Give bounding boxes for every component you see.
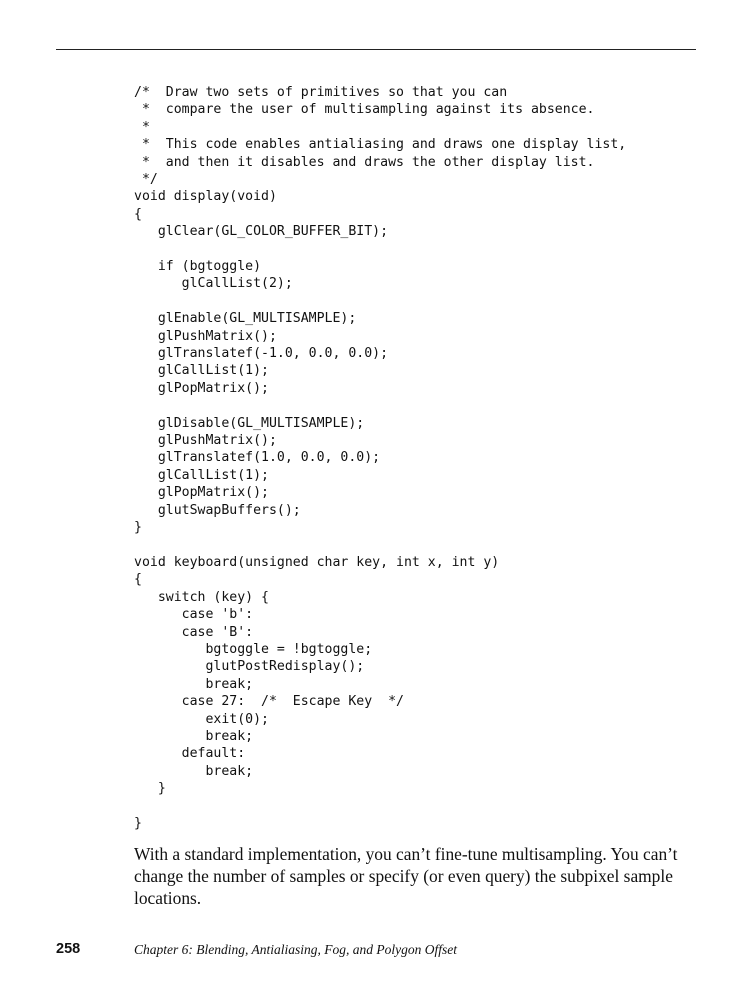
code-line: if (bgtoggle)	[134, 259, 262, 275]
code-line: break;	[134, 763, 254, 779]
code-line: void keyboard(unsigned char key, int x, int y)	[134, 554, 500, 570]
code-line: break;	[134, 676, 254, 692]
code-line: }	[134, 781, 166, 797]
code-line: glCallList(2);	[134, 276, 293, 292]
code-line: exit(0);	[134, 711, 269, 727]
code-line	[134, 397, 714, 414]
code-line: default:	[134, 746, 246, 762]
code-line	[134, 537, 714, 554]
code-line: void display(void)	[134, 189, 277, 205]
code-line: * compare the user of multisampling against its absence.	[134, 102, 595, 118]
code-line	[134, 798, 714, 815]
code-line: *	[134, 119, 150, 135]
code-line: }	[134, 520, 142, 536]
code-line: glutSwapBuffers();	[134, 502, 301, 518]
code-line: glPushMatrix();	[134, 433, 277, 449]
code-line: glTranslatef(-1.0, 0.0, 0.0);	[134, 346, 389, 362]
code-line: * and then it disables and draws the other display list.	[134, 154, 595, 170]
header-rule	[56, 49, 696, 50]
code-line: glEnable(GL_MULTISAMPLE);	[134, 311, 357, 327]
chapter-title: Chapter 6: Blending, Antialiasing, Fog, and Polygon Offset	[134, 942, 457, 957]
code-line: glPopMatrix();	[134, 485, 269, 501]
page-number: 258	[56, 941, 81, 957]
code-line: case 'B':	[134, 624, 254, 640]
code-line: glutPostRedisplay();	[134, 659, 365, 675]
code-line	[134, 241, 714, 258]
code-line: case 27: /* Escape Key */	[134, 694, 404, 710]
code-line: glClear(GL_COLOR_BUFFER_BIT);	[134, 224, 389, 240]
code-line: * This code enables antialiasing and draws one display list,	[134, 137, 627, 153]
code-line: }	[134, 815, 142, 831]
code-line: {	[134, 206, 142, 222]
code-line: {	[134, 572, 142, 588]
code-line: glPushMatrix();	[134, 328, 277, 344]
code-line: glCallList(1);	[134, 363, 269, 379]
body-paragraph: With a standard implementation, you can’t fine-tune multisampling. You can’t change the number of samples or specify (or even query) the subpixel sample locations.	[134, 844, 678, 908]
code-line: glDisable(GL_MULTISAMPLE);	[134, 415, 365, 431]
code-line: glTranslatef(1.0, 0.0, 0.0);	[134, 450, 381, 466]
code-line: glPopMatrix();	[134, 380, 269, 396]
page-footer	[56, 938, 696, 962]
code-line: */	[134, 172, 158, 188]
code-listing	[134, 84, 714, 832]
code-line: bgtoggle = !bgtoggle;	[134, 641, 373, 657]
code-line: break;	[134, 728, 254, 744]
code-line: glCallList(1);	[134, 467, 269, 483]
code-line	[134, 293, 714, 310]
code-line: switch (key) {	[134, 589, 269, 605]
code-line: case 'b':	[134, 607, 254, 623]
code-line: /* Draw two sets of primitives so that you can	[134, 85, 508, 100]
